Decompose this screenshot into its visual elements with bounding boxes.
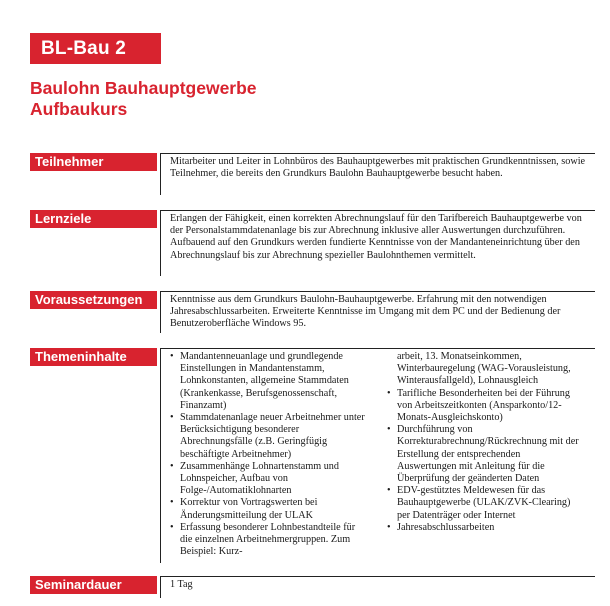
course-title-line2: Aufbaukurs: [30, 99, 128, 119]
themen-item-continued: arbeit, 13. Monatseinkommen, Winterbauregelung (WAG-Vorausleistung, Winterausfallgeld), Lohnausgleich: [397, 351, 571, 387]
teilnehmer-text: Mitarbeiter und Leiter in Lohnbüros des Bauhauptgewerbes mit praktischen Grundkenntnissen, sowie Teilnehmer, die bereits den Grundkurs Baulohn Bauhauptgewerbe besucht haben.: [170, 156, 586, 180]
themen-item: • Erfassung besonderer Lohnbestandteile für die einzelnen Arbeitnehmergruppen. Zum Beispiel: Kurz-: [170, 522, 370, 559]
themen-list-2: [387, 351, 579, 534]
section-label-lernziele: Lernziele: [30, 210, 157, 228]
themen-item: • Korrektur von Vortragswerten bei Änderungsmitteilung der ULAK: [170, 497, 370, 521]
course-title: [30, 78, 257, 120]
themen-column-2: [387, 351, 579, 558]
themen-item: • Stammdatenanlage neuer Arbeitnehmer unter Berücksichtigung besonderer Abrechnungsfälle (z.B. Geringfügig beschäftigte Arbeitnehmer): [170, 412, 370, 461]
course-title-line1: Baulohn Bauhauptgewerbe: [30, 78, 257, 98]
section-label-seminardauer: Seminardauer: [30, 576, 157, 594]
themen-item: • EDV-gestütztes Meldewesen für das Bauhauptgewerbe (ULAK/ZVK-Clearing) per Datenträger oder Internet: [387, 485, 579, 522]
seminardauer-text: 1 Tag: [170, 579, 193, 590]
section-label-teilnehmer: Teilnehmer: [30, 153, 157, 171]
section-content-seminardauer: [160, 576, 595, 598]
themen-item: • Mandantenneuanlage und grundlegende Einstellungen in Mandantenstamm, Lohnkonstanten, allgemeine Stammdaten (Krankenkasse, Berufsgenossenschaft, Finanzamt): [170, 351, 370, 412]
voraussetzungen-text: Kenntnisse aus dem Grundkurs Baulohn-Bauhauptgewerbe. Erfahrung mit den notwendigen Jahresabschlussarbeiten. Erweiterte Kenntnisse im Umgang mit dem PC und der Bedienung der Benutzeroberfläche Windows 95.: [170, 294, 561, 330]
section-label-themeninhalte: Themeninhalte: [30, 348, 157, 366]
themen-item: • Tarifliche Besonderheiten bei der Führung von Arbeitszeitkonten (Ansparkonto/12-Monats-Ausgleichskonto): [387, 388, 579, 425]
section-content-themeninhalte: [160, 348, 595, 563]
themen-item: • Zusammenhänge Lohnartenstamm und Lohnspeicher, Aufbau von Folge-/Automatiklohnarten: [170, 461, 370, 498]
themen-list-1: [170, 351, 370, 558]
course-code-badge: BL-Bau 2: [30, 33, 161, 64]
section-content-voraussetzungen: [160, 291, 595, 333]
themen-column-1: [170, 351, 370, 558]
section-label-voraussetzungen: Voraussetzungen: [30, 291, 157, 309]
section-content-teilnehmer: [160, 153, 595, 195]
themen-item: • Durchführung von Korrekturabrechnung/Rückrechnung mit der Erstellung der entsprechenden Auswertungen mit Anleitung für die Überprüfung der geänderten Daten: [387, 424, 579, 485]
lernziele-text: Erlangen der Fähigkeit, einen korrekten Abrechnungslauf für den Tarifbereich Bauhauptgewerbe von der Personalstammdatenanlage bis zur Abrechnung inklusive aller Auswertungen durchzuführen. Aufbauend auf den Grundkurs werden fundierte Kenntnisse von der Mandanteneinrichtung über den Abrechnungslauf bis zur Abrechnung spezieller Baulohnthemen vermittelt.: [170, 213, 582, 261]
section-content-lernziele: [160, 210, 595, 276]
themen-item: • Jahresabschlussarbeiten: [387, 522, 579, 534]
